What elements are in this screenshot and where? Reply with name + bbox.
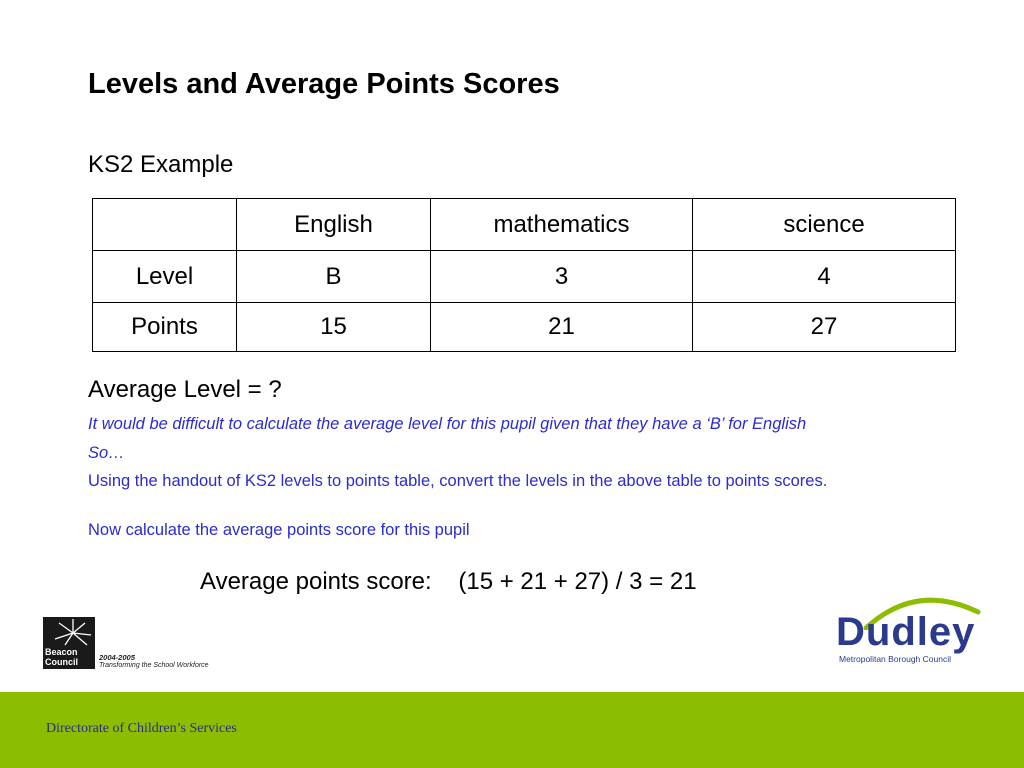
note-instruction: Using the handout of KS2 levels to points table, convert the levels in the above table to points scores. <box>88 472 828 490</box>
table-cell: B <box>237 251 431 303</box>
table-header-cell <box>93 199 237 251</box>
table-header-cell: English <box>237 199 431 251</box>
scores-table <box>92 198 956 352</box>
dudley-subtitle: Metropolitan Borough Council <box>839 654 951 664</box>
note-calculate: Now calculate the average points score for this pupil <box>88 521 470 539</box>
table-cell: 21 <box>431 303 693 352</box>
beacon-logo-box <box>43 617 95 669</box>
table-header-cell: science <box>693 199 956 251</box>
table-header-cell: mathematics <box>431 199 693 251</box>
table-header-row <box>93 199 956 251</box>
beacon-word-1: Beacon <box>45 647 78 657</box>
table-row <box>93 251 956 303</box>
beacon-council-logo <box>43 617 223 672</box>
table-cell: Level <box>93 251 237 303</box>
dudley-wordmark: Dudley <box>836 610 976 654</box>
table-cell: 27 <box>693 303 956 352</box>
table-cell: 3 <box>431 251 693 303</box>
dudley-logo <box>836 590 986 670</box>
footer-text: Directorate of Children’s Services <box>46 721 237 736</box>
note-difficulty: It would be difficult to calculate the average level for this pupil given that they have a ‘B’ for English <box>88 415 807 433</box>
average-level-question: Average Level = ? <box>88 376 282 403</box>
table-cell: Points <box>93 303 237 352</box>
slide-subtitle: KS2 Example <box>88 151 234 178</box>
beacon-years: 2004-2005 <box>99 653 135 662</box>
slide-title: Levels and Average Points Scores <box>88 68 560 100</box>
table-cell: 15 <box>237 303 431 352</box>
table-cell: 4 <box>693 251 956 303</box>
beacon-tagline: Transforming the School Workforce <box>99 662 209 669</box>
average-points-result: Average points score: (15 + 21 + 27) / 3 = 21 <box>200 568 697 595</box>
beacon-word-2: Council <box>45 657 78 667</box>
note-so: So… <box>88 444 125 462</box>
table-row <box>93 303 956 352</box>
